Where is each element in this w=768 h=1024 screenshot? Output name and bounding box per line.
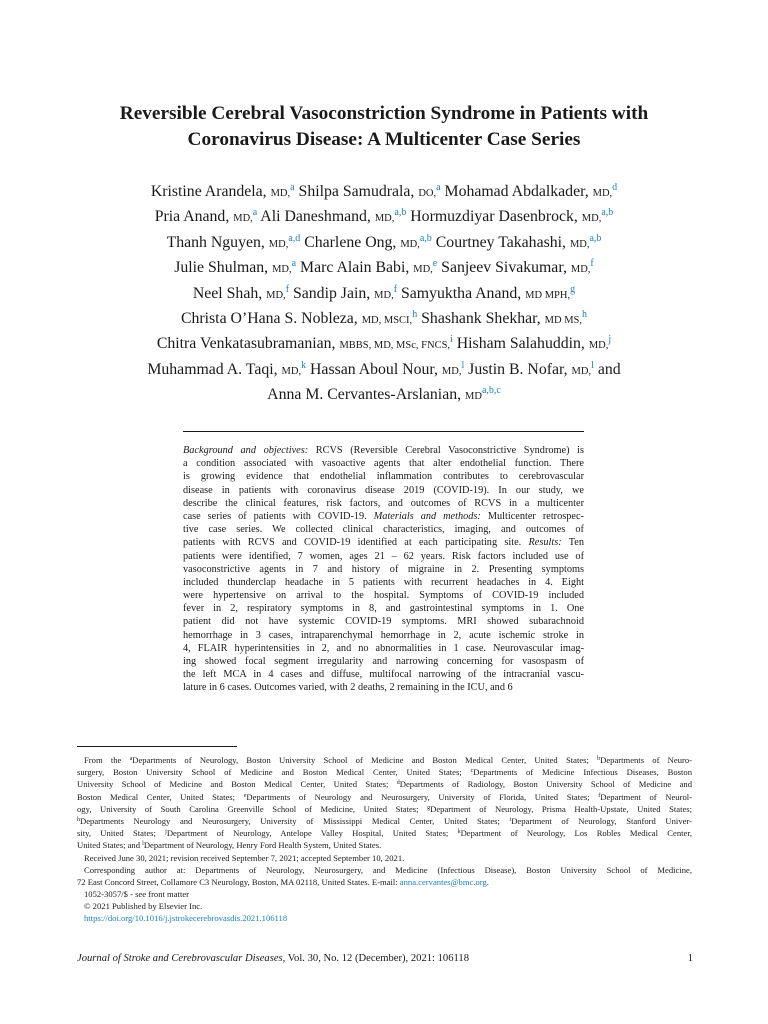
footnote-text: Department of Neurology, Henry Ford Health System, United States. [143, 840, 382, 851]
affiliation-marker[interactable]: h [582, 309, 588, 321]
footnote-text: 1052-3057/$ - see front matter [84, 889, 190, 900]
abstract-line [183, 470, 584, 483]
author-line [40, 383, 728, 408]
affiliation-superscript: g [427, 804, 431, 811]
footnote-line [77, 839, 692, 851]
author-degree: MD [465, 391, 482, 403]
author-line [40, 256, 728, 281]
affiliation-marker[interactable]: a,b,c [481, 385, 501, 397]
affiliation-superscript: f [598, 792, 601, 799]
author-name: Mohamad Abdalkader, [440, 183, 593, 200]
footnote-line [77, 852, 692, 864]
affiliation-superscript: h [77, 816, 80, 823]
author-line [40, 231, 728, 256]
abstract-line [183, 576, 584, 589]
author-line [40, 332, 728, 357]
author-degree: MD, [571, 365, 592, 377]
title-line: Reversible Cerebral Vasoconstriction Syndrome in Patients with [119, 103, 649, 124]
author-name: Thanh Nguyen, [166, 233, 269, 251]
affiliation-marker[interactable]: h [412, 309, 418, 321]
abstract-line [183, 668, 584, 681]
footnote-line [77, 778, 692, 790]
author-name: Hormuzdiyar Dasenbrock, [406, 208, 582, 226]
article-title [40, 101, 728, 153]
abstract-text: hemorrhage in 3 cases, intraparenchymal hemorrhage in 2, acute ischemic stroke in [183, 629, 584, 641]
footnote-text: University School of Medicine and Boston Medical Center, United States; [77, 779, 397, 790]
author-degree: MD, MSCI, [361, 315, 413, 327]
affiliation-marker[interactable]: f [590, 258, 594, 270]
abstract-line [183, 629, 584, 642]
author-name: Courtney Takahashi, [431, 233, 570, 251]
author-line [40, 282, 728, 307]
affiliation-marker[interactable]: a,b [601, 207, 614, 219]
affiliation-marker[interactable]: e [432, 258, 438, 270]
footnote-text: Department of Neurology, Prisma Health-Upstate, United States; [430, 803, 692, 814]
author-name: Neel Shah, [192, 284, 267, 302]
author-name: and [593, 360, 621, 378]
footnote-text: Departments of Neurology and Neurosurgery, University of Florida, United States; [246, 791, 599, 802]
footnote-text: Corresponding author at: Departments of Neurology, Neurosurgery, and Medicine (Infectious Disease), Boston University School of Medicine, [84, 864, 692, 875]
footnote-text: Department of Neurology, Los Robles Medical Center, [460, 828, 692, 839]
affiliation-marker[interactable]: a [290, 182, 295, 193]
abstract-text: ing showed focal segment irregularity and narrowing concerning for vasospasm of [183, 656, 584, 667]
abstract-text: 4, FLAIR hyperintensities in 2, and no abnormalities in 1 case. Neurovascular imag- [183, 642, 584, 654]
abstract-line [183, 457, 584, 470]
footnote-line [77, 791, 692, 803]
page-number: 1 [687, 953, 693, 964]
footnote-text: From the [84, 755, 130, 765]
footnote-text: ogy, University of South Carolina Greenville School of Medicine, United States; [77, 803, 428, 814]
abstract-text: describe the clinical features, risk factors, and outcomes of RCVS in a multicenter [183, 497, 584, 509]
author-name: Julie Shulman, [174, 259, 273, 277]
abstract-text: RCVS (Reversible Cerebral Vasoconstrictive Syndrome) is [308, 445, 584, 456]
author-name: Hassan Aboul Nour, [306, 360, 442, 378]
abstract-text: patients with RCVS and COVID-19 identified at each participating site. [183, 537, 529, 549]
author-degree: MD, [581, 213, 602, 225]
abstract-text: Multicenter retrospec- [480, 510, 584, 522]
affiliation-marker[interactable]: l [591, 359, 594, 371]
author-degree: MD, [441, 365, 462, 377]
affiliation-marker[interactable]: l [461, 359, 465, 371]
abstract-text: is growing evidence that endothelial inflammation contributes to cerebrovascular [183, 471, 584, 483]
abstract-line [183, 510, 584, 523]
affiliation-superscript: e [243, 792, 247, 799]
abstract-line [183, 642, 584, 655]
footnote-text: Departments of Neuro- [600, 755, 692, 765]
footnote-text: Department of Neurology, Stanford Univer- [511, 815, 692, 826]
affiliation-marker[interactable]: a,b [394, 207, 407, 219]
author-name: Marc Alain Babi, [296, 259, 414, 277]
abstract-text: the left MCA in 4 cases and diffuse, multifocal narrowing of the intracranial vascu- [183, 669, 584, 681]
author-degree: MD, [374, 289, 394, 301]
author-degree: MBBS, MD, MSc, FNCS, [339, 340, 451, 352]
footnote-line [77, 888, 692, 900]
footnote-line [77, 912, 692, 924]
author-line [40, 358, 728, 383]
author-degree: MD, [266, 289, 286, 301]
author-name: Sandip Jain, [289, 284, 375, 302]
footnote-text: Departments of Neurology, Boston University School of Medicine and Boston Medical Center, United States; [132, 755, 598, 765]
affiliation-marker[interactable]: a,b [589, 232, 602, 244]
author-name: Samyuktha Anand, [397, 284, 526, 302]
abstract-text: vasoconstrictive agents in 7 and history of migraine in 2. Presenting symptoms [183, 563, 584, 575]
affiliation-marker[interactable]: a [291, 258, 297, 270]
author-degree: MD, [268, 238, 289, 250]
abstract-line [183, 602, 584, 615]
author-list [40, 180, 728, 409]
author-degree: MD, [270, 188, 291, 199]
author-degree: MD, [570, 264, 591, 276]
abstract-line [183, 497, 584, 510]
abstract-section-heading: Results: [528, 537, 562, 549]
footnote-text: surgery, Boston University School of Medicine and Boston Medical Center, United States; [77, 767, 471, 778]
affiliation-marker[interactable]: f [285, 283, 290, 295]
affiliation-superscript: j [165, 829, 167, 836]
abstract-text: patients were identified, 7 women, ages 21 – 62 years. Risk factors included use of [183, 550, 584, 562]
author-name: Chitra Venkatasubramanian, [156, 335, 340, 353]
affiliation-marker[interactable]: d [612, 182, 618, 193]
footnote-line [77, 815, 692, 827]
footnote-text: Departments of Radiology, Boston University School of Medicine and [399, 779, 692, 790]
abstract-line [183, 550, 584, 563]
abstract-section-heading: Materials and methods: [373, 510, 481, 522]
abstract-text: case series of patients with COVID-19. [183, 510, 374, 522]
affiliation-marker[interactable]: i [450, 334, 453, 346]
footnote-line [77, 766, 692, 778]
abstract-line [183, 655, 584, 668]
affiliation-marker[interactable]: a,d [288, 232, 301, 244]
affiliation-marker[interactable]: a [436, 182, 441, 193]
author-degree: MD, [413, 264, 433, 276]
affiliation-marker[interactable]: a [252, 207, 258, 219]
affiliation-superscript: a [129, 756, 133, 762]
author-name: Ali Daneshmand, [257, 208, 375, 226]
author-name: Hisham Salahuddin, [452, 335, 589, 353]
footnote-line [77, 876, 692, 888]
footnote-text: Department of Neurology, Antelope Valley Hospital, United States; [166, 828, 458, 839]
abstract [183, 444, 584, 695]
affiliation-superscript: l [142, 841, 144, 848]
affiliation-superscript: i [509, 816, 512, 823]
abstract-line [183, 681, 584, 694]
footnote-line [77, 827, 692, 839]
abstract-line [183, 523, 584, 536]
affiliation-marker[interactable]: j [608, 334, 612, 346]
affiliation-marker[interactable]: k [301, 359, 307, 371]
affiliation-superscript: k [457, 829, 461, 836]
footnote-link[interactable]: https://doi.org/10.1016/j.jstrokecerebrovasdis.2021.106118 [84, 913, 288, 924]
abstract-line [183, 615, 584, 628]
affiliation-marker[interactable]: f [393, 283, 398, 295]
footnote-line [77, 754, 692, 766]
footnote-text: sity, United States; [77, 828, 166, 839]
affiliation-superscript: c [470, 768, 474, 775]
abstract-divider [183, 431, 584, 432]
author-name: Shashank Shekhar, [417, 310, 545, 328]
abstract-text: included thunderclap headache in 5 patients with recurrent headaches in 4. Eight [183, 576, 584, 588]
abstract-text: fever in 2, respiratory symptoms in 8, and gastrointestinal symptoms in 1. One [183, 603, 584, 615]
footnote-text: . [486, 876, 489, 887]
author-name: Christa O’Hana S. Nobleza, [180, 310, 362, 328]
affiliation-marker[interactable]: g [570, 283, 576, 295]
abstract-line [183, 484, 584, 497]
author-degree: MD MS, [544, 315, 583, 327]
footnote-text: Departments of Medicine Infectious Diseases, Boston [473, 767, 692, 778]
footnote-text: © 2021 Published by Elsevier Inc. [84, 901, 203, 912]
author-degree: MD, [272, 264, 292, 276]
abstract-text: a condition associated with vasoactive agents that alter endothelial function. There [183, 458, 584, 470]
journal-details: , Vol. 30, No. 12 (December), 2021: 106118 [282, 953, 470, 964]
footnote-text: Boston Medical Center, United States; [77, 791, 244, 802]
author-degree: MD, [233, 213, 253, 225]
footnote-link[interactable]: anna.cervantes@bmc.org [399, 876, 487, 887]
abstract-text: were hypertensive on arrival to the hospital. Symptoms of COVID-19 included [183, 590, 584, 602]
abstract-text: Ten [561, 537, 584, 549]
journal-citation [77, 953, 469, 964]
affiliation-superscript: b [597, 756, 601, 762]
author-degree: MD, [281, 365, 302, 377]
abstract-line [183, 589, 584, 602]
author-degree: MD, [569, 238, 590, 250]
abstract-text: patient did not have systemic COVID-19 symptoms. MRI showed subarachnoid [183, 616, 584, 628]
footnote-text: Departments Neurology and Neurosurgery, University of Mississippi Medical Center, United States; [80, 815, 510, 826]
abstract-text: tive case series. We collected clinical characteristics, imaging, and outcomes of [183, 524, 584, 536]
author-line [40, 205, 728, 230]
footnote-line [77, 864, 692, 876]
author-degree: DO, [418, 188, 437, 199]
abstract-line [183, 444, 584, 457]
footnote-line [77, 803, 692, 815]
author-name: Justin B. Nofar, [464, 360, 572, 378]
footnote-text: Department of Neurol- [600, 791, 692, 802]
author-degree: MD, [400, 238, 420, 250]
footnote-text: Received June 30, 2021; revision received September 7, 2021; accepted September 10, 2021. [84, 852, 405, 863]
footnotes [77, 754, 692, 925]
author-line [40, 307, 728, 332]
journal-name: Journal of Stroke and Cerebrovascular Diseases [77, 953, 283, 964]
affiliation-marker[interactable]: a,b [419, 232, 432, 244]
author-name: Charlene Ong, [300, 233, 401, 251]
author-name: Anna M. Cervantes-Arslanian, [267, 386, 466, 404]
author-degree: MD, [588, 340, 609, 352]
abstract-section-heading: Background and objectives: [183, 445, 309, 456]
affiliation-superscript: d [396, 780, 400, 787]
title-line: Coronavirus Disease: A Multicenter Case Series [187, 129, 581, 150]
author-degree: MD MPH, [525, 289, 571, 301]
abstract-text: lature in 6 cases. Outcomes varied, with 2 deaths, 2 remaining in the ICU, and 6 [183, 682, 513, 694]
author-degree: MD, [592, 188, 613, 199]
footnote-line [77, 900, 692, 912]
abstract-text: disease in patients with coronavirus disease 2019 (COVID-19). In our study, we [183, 484, 584, 496]
author-name: Kristine Arandela, [150, 183, 271, 200]
author-name: Shilpa Samudrala, [294, 183, 419, 200]
author-name: Sanjeev Sivakumar, [437, 259, 571, 277]
author-name: Pria Anand, [154, 208, 234, 226]
author-name: Muhammad A. Taqi, [147, 360, 282, 378]
author-line [40, 180, 728, 205]
footnote-text: 72 East Concord Street, Collamore C3 Neurology, Boston, MA 02118, United States. E-mail: [77, 876, 400, 887]
footnote-divider [77, 746, 237, 747]
author-degree: MD, [374, 213, 395, 225]
footnote-text: United States; and [77, 840, 143, 851]
abstract-line [183, 536, 584, 549]
abstract-line [183, 563, 584, 576]
